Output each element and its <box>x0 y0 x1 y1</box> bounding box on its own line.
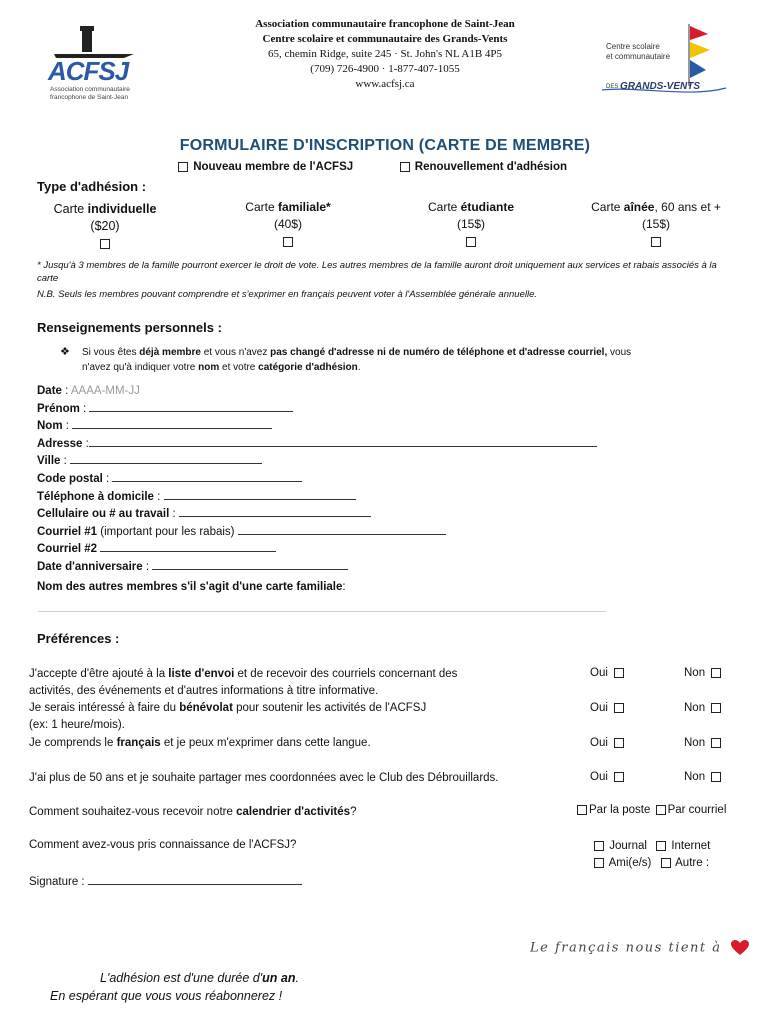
footer-text <box>50 969 299 1005</box>
q3-a: Je comprends le <box>29 737 117 749</box>
new-member-checkbox[interactable] <box>178 162 188 172</box>
preferences-heading: Préférences : <box>37 631 120 646</box>
field-email1 <box>37 523 597 541</box>
type-student-checkbox[interactable] <box>466 237 476 247</box>
field-label: Ville <box>37 455 61 468</box>
email1-input[interactable] <box>238 523 446 535</box>
renewal-label: Renouvellement d'adhésion <box>414 161 568 173</box>
field-address: Adresse : <box>37 435 597 453</box>
type-price: (15$) <box>456 217 485 231</box>
field-label: Courriel #1 <box>37 525 98 538</box>
personal-fields <box>37 383 597 576</box>
gv-des: DES <box>606 84 619 90</box>
acfsj-logo-text: ACFSJ <box>48 56 129 86</box>
q6-opt3-label: Ami(e/s) <box>608 857 652 869</box>
acfsj-logo-sub2: francophone de Saint-Jean <box>50 94 129 101</box>
q6-other-checkbox[interactable] <box>661 858 671 868</box>
email2-input[interactable] <box>100 540 276 552</box>
info-f: n'avez qu'à indiquer votre <box>82 362 199 373</box>
date-row: Date : AAAA-MM-JJ <box>37 385 140 397</box>
footer-line1-b: un an <box>262 971 296 985</box>
tagline <box>530 940 749 956</box>
q5-opt2-label: Par courriel <box>667 804 727 816</box>
type-prefix: Carte <box>427 200 461 214</box>
postal-input[interactable] <box>112 470 302 482</box>
type-price: (40$) <box>273 217 302 231</box>
pref-q1-text <box>29 666 569 700</box>
other-members-label: Nom des autres membres s'il s'agit d'une carte familiale <box>37 581 343 593</box>
q6-internet-checkbox[interactable] <box>656 841 666 851</box>
gv-line2: et communautaire <box>606 52 671 61</box>
org-address: 65, chemin Ridge, suite 245 · St. John's NL A1B 4P5 <box>267 48 503 60</box>
info-d: pas changé d'adresse ni de numéro de téléphone et d'adresse courriel, <box>270 347 608 358</box>
pref-q3-non[interactable] <box>684 737 723 749</box>
non-label: Non <box>684 667 706 679</box>
info-g: nom <box>198 362 220 373</box>
footer-line1-c: . <box>295 971 299 985</box>
personal-info-bullet: ❖ <box>60 346 70 358</box>
type-name: aînée <box>623 200 655 214</box>
pref-q4-text: J'ai plus de 50 ans et je souhaite partager mes coordonnées avec le Club des Débrouillards. <box>29 772 499 784</box>
heart-icon <box>731 940 749 956</box>
q1-oui-checkbox[interactable] <box>614 668 624 678</box>
gv-line1: Centre scolaire <box>606 42 660 51</box>
date-input[interactable]: AAAA-MM-JJ <box>70 385 140 397</box>
new-member-label: Nouveau membre de l'ACFSJ <box>193 161 354 173</box>
firstname-input[interactable] <box>89 400 293 412</box>
info-h: et votre <box>219 362 259 373</box>
q5-post-checkbox[interactable] <box>577 805 587 815</box>
q5-a: Comment souhaitez-vous recevoir notre <box>29 806 237 818</box>
field-postal: Code postal : <box>37 470 597 488</box>
org-phone: (709) 726-4900 · 1-877-407-1055 <box>310 63 460 75</box>
q5-email-checkbox[interactable] <box>656 805 666 815</box>
type-family-checkbox[interactable] <box>283 237 293 247</box>
address-input[interactable] <box>89 435 597 447</box>
birthday-input[interactable] <box>152 558 348 570</box>
adhesion-heading: Type d'adhésion : <box>37 179 147 194</box>
date-label: Date <box>37 385 62 397</box>
pref-q6-options <box>592 838 710 872</box>
adhesion-type-student <box>401 199 541 250</box>
non-label: Non <box>684 737 706 749</box>
other-members-row: Nom des autres membres s'il s'agit d'une carte familiale: <box>37 581 346 593</box>
q6-opt1-label: Journal <box>609 840 647 852</box>
info-j: . <box>357 362 361 373</box>
type-senior-checkbox[interactable] <box>651 237 661 247</box>
oui-label: Oui <box>590 667 608 679</box>
signature-label: Signature <box>29 876 79 888</box>
q2-d: (ex: 1 heure/mois). <box>29 719 125 731</box>
non-label: Non <box>684 702 706 714</box>
signature-row: Signature : <box>29 873 302 888</box>
field-label: Date d'anniversaire <box>37 560 143 573</box>
type-prefix: Carte <box>53 202 88 216</box>
pref-q6-text: Comment avez-vous pris connaissance de l'ACFSJ? <box>29 839 297 851</box>
pref-q2-text <box>29 700 569 734</box>
pref-q4-oui[interactable] <box>590 771 626 783</box>
q5-b: calendrier d'activités <box>236 806 351 818</box>
pref-q1-non[interactable] <box>684 667 723 679</box>
adhesion-type-individual <box>35 201 175 252</box>
personal-heading: Renseignements personnels : <box>37 320 222 335</box>
q3-b: français <box>116 737 161 749</box>
field-label: Téléphone à domicile <box>37 490 154 503</box>
q2-a: Je serais intéressé à faire du <box>29 702 180 714</box>
type-prefix: Carte <box>591 200 624 214</box>
info-e: vous <box>607 347 632 358</box>
type-individual-checkbox[interactable] <box>100 239 110 249</box>
oui-label: Oui <box>590 771 608 783</box>
header-text <box>185 17 585 92</box>
org-line2: Centre scolaire et communautaire des Grands-Vents <box>262 33 508 45</box>
field-birthday: Date d'anniversaire : <box>37 558 597 576</box>
info-b: déjà membre <box>139 347 201 358</box>
field-email2 <box>37 540 597 558</box>
type-price: ($20) <box>90 219 120 233</box>
membership-status <box>176 161 567 173</box>
signature-input[interactable] <box>88 873 302 885</box>
field-extra: (important pour les rabais) <box>97 525 235 538</box>
home-phone-input[interactable] <box>164 488 356 500</box>
field-label: Prénom <box>37 402 80 415</box>
adhesion-note-1: * Jusqu'à 3 membres de la famille pourront exercer le droit de vote. Les autres membres de la famille auront droit uniquement aux services et rabais associés à la carte <box>37 260 717 284</box>
grands-vents-logo <box>598 20 730 102</box>
footer-line2: En espérant que vous vous réabonnerez ! <box>50 989 283 1003</box>
q1-b: liste d'envoi <box>168 668 235 680</box>
org-line1: Association communautaire francophone de Saint-Jean <box>255 18 515 30</box>
oui-label: Oui <box>590 737 608 749</box>
q2-oui-checkbox[interactable] <box>614 703 624 713</box>
org-website[interactable]: www.acfsj.ca <box>355 78 415 90</box>
q6-opt2-label: Internet <box>671 840 711 852</box>
field-label: Cellulaire ou # au travail <box>37 508 170 521</box>
type-name: individuelle <box>87 202 157 216</box>
pref-q5-options <box>575 804 726 816</box>
acfsj-logo <box>44 22 144 104</box>
q3-c: et je peux m'exprimer dans cette langue. <box>160 737 371 749</box>
info-c: et vous n'avez <box>200 347 271 358</box>
footer-line1-a: L'adhésion est d'une durée d' <box>100 971 263 985</box>
info-a: Si vous êtes <box>82 347 140 358</box>
q2-c: pour soutenir les activités de l'ACFSJ <box>232 702 427 714</box>
renewal-checkbox[interactable] <box>400 162 410 172</box>
type-price: (15$) <box>641 217 670 231</box>
field-label: Courriel #2 <box>37 543 98 556</box>
acfsj-logo-sub1: Association communautaire <box>50 86 130 93</box>
oui-label: Oui <box>590 702 608 714</box>
adhesion-note-2: N.B. Seuls les membres pouvant comprendre et s'exprimer en français peuvent voter à l'Assemblée générale annuelle. <box>37 289 537 300</box>
pref-q3-text <box>29 735 569 752</box>
q5-opt1-label: Par la poste <box>589 804 651 816</box>
field-home-phone: Téléphone à domicile : <box>37 488 597 506</box>
field-label: Nom <box>37 420 63 433</box>
personal-info-text <box>82 345 732 375</box>
q6-opt4-label: Autre : <box>675 857 710 869</box>
pref-q5-text <box>29 804 356 821</box>
q3-non-checkbox[interactable] <box>711 738 721 748</box>
city-input[interactable] <box>70 452 262 464</box>
type-prefix: Carte <box>245 200 278 214</box>
pref-q1-oui[interactable] <box>590 667 626 679</box>
type-suffix: , 60 ans et + <box>654 200 721 214</box>
tagline-text: Le français nous tient à <box>530 940 722 956</box>
q6-friends-checkbox[interactable] <box>594 858 604 868</box>
q1-d: activités, des événements et d'autres informations à titre informative. <box>29 685 379 697</box>
q2-b: bénévolat <box>179 702 233 714</box>
q1-non-checkbox[interactable] <box>711 668 721 678</box>
field-city: Ville : <box>37 452 597 470</box>
form-title: FORMULAIRE D'INSCRIPTION (CARTE DE MEMBRE) <box>179 137 591 154</box>
q4-oui-checkbox[interactable] <box>614 772 624 782</box>
adhesion-type-senior <box>574 199 738 250</box>
other-members-input[interactable] <box>38 611 606 612</box>
pref-q4-non[interactable] <box>684 771 723 783</box>
q2-non-checkbox[interactable] <box>711 703 721 713</box>
pref-q2-non[interactable] <box>684 702 723 714</box>
q1-a: J'accepte d'être ajouté à la <box>29 668 169 680</box>
q6-journal-checkbox[interactable] <box>594 841 604 851</box>
lastname-input[interactable] <box>72 417 272 429</box>
adhesion-type-family <box>218 199 358 250</box>
field-lastname: Nom : <box>37 417 597 435</box>
pref-q2-oui[interactable] <box>590 702 626 714</box>
q1-c: et de recevoir des courriels concernant des <box>234 668 458 680</box>
gv-name: GRANDS-VENTS <box>620 81 701 92</box>
footer-line1 <box>50 969 299 987</box>
non-label: Non <box>684 771 706 783</box>
q3-oui-checkbox[interactable] <box>614 738 624 748</box>
q4-non-checkbox[interactable] <box>711 772 721 782</box>
field-label: Adresse <box>37 437 83 450</box>
field-label: Code postal <box>37 472 103 485</box>
info-i: catégorie d'adhésion <box>258 362 358 373</box>
field-firstname: Prénom : <box>37 400 597 418</box>
type-name: familiale* <box>277 200 331 214</box>
q5-c: ? <box>350 806 357 818</box>
field-cell: Cellulaire ou # au travail : <box>37 505 597 523</box>
cell-input[interactable] <box>179 505 371 517</box>
pref-q3-oui[interactable] <box>590 737 626 749</box>
type-name: étudiante <box>460 200 515 214</box>
